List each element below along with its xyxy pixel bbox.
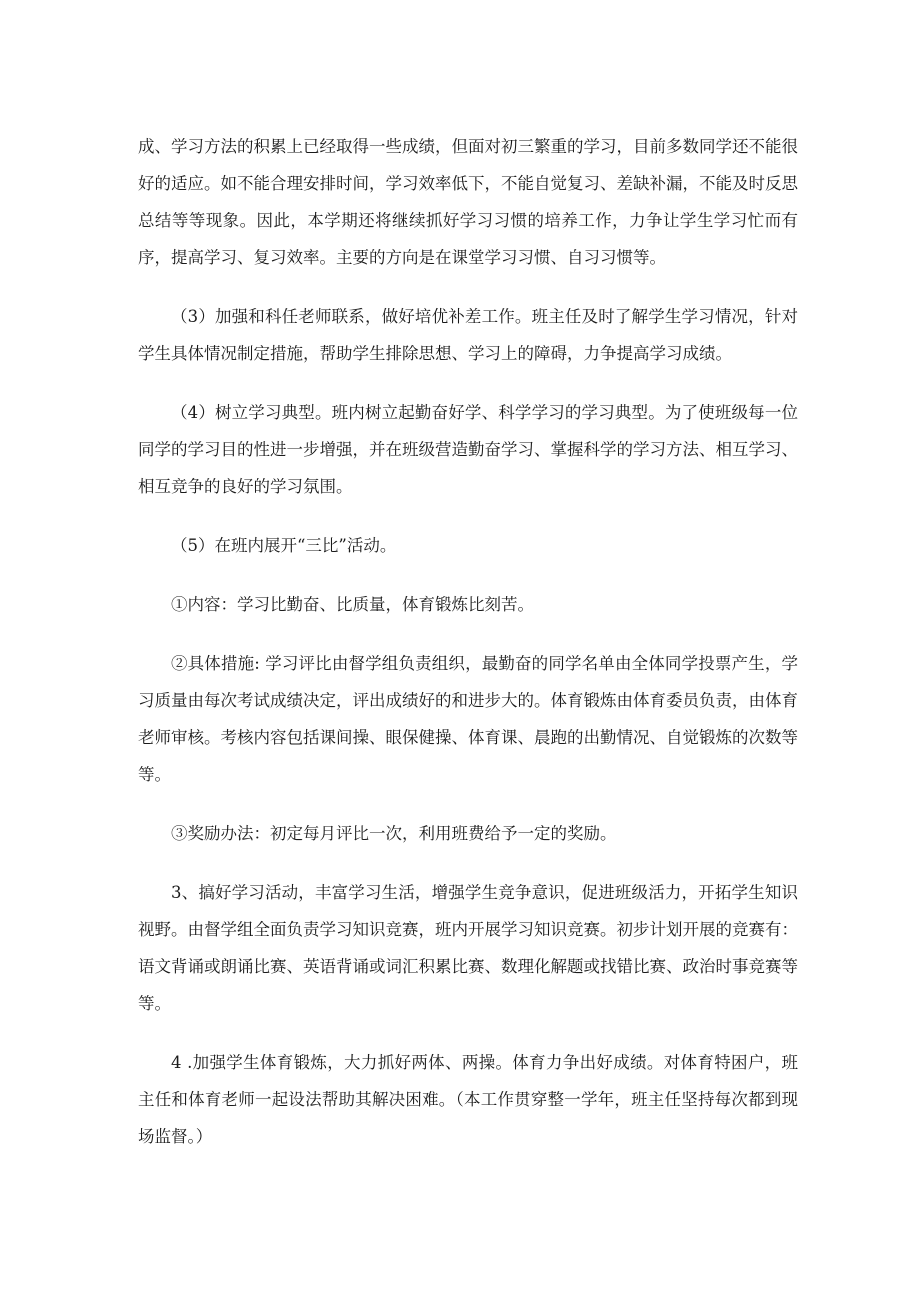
paragraph-7: ③奖励办法：初定每月评比一次，利用班费给予一定的奖励。 xyxy=(171,824,617,843)
paragraph-5: ①内容：学习比勤奋、比质量，体育锻炼比刻苦。 xyxy=(171,595,534,614)
paragraph-8: 3、搞好学习活动，丰富学习生活，增强学生竞争意识，促进班级活力，开拓学生知识视野。由督学组全面负责学习知识竞赛，班内开展学习知识竞赛。初步计划开展的竞赛有：语文背诵或朗诵比赛、英语背诵或词汇积累比赛、数理化解题或找错比赛、政治时事竞赛等等。 xyxy=(138,883,798,1013)
paragraph-6: ②具体措施: 学习评比由督学组负责组织，最勤奋的同学名单由全体同学投票产生，学习质量由每次考试成绩决定，评出成绩好的和进步大的。体育锻炼由体育委员负责，由体育老师审核。考核内容包括课间操、眼保健操、体育课、晨跑的出勤情况、自觉锻炼的次数等等。 xyxy=(138,654,798,784)
paragraph-3: （4）树立学习典型。班内树立起勤奋好学、科学学习的学习典型。为了使班级每一位同学的学习目的性进一步增强，并在班级营造勤奋学习、掌握科学的学习方法、相互学习、相互竞争的良好的学习氛围。 xyxy=(138,403,798,496)
document-page xyxy=(138,128,798,1177)
paragraph-4: （5）在班内展开“三比”活动。 xyxy=(171,536,397,555)
paragraph-9: 4 .加强学生体育锻炼，大力抓好两体、两操。体育力争出好成绩。对体育特困户，班主任和体育老师一起设法帮助其解决困难。（本工作贯穿整一学年，班主任坚持每次都到现场监督。） xyxy=(138,1053,798,1146)
paragraph-1: 成、学习方法的积累上已经取得一些成绩，但面对初三繁重的学习，目前多数同学还不能很好的适应。如不能合理安排时间，学习效率低下，不能自觉复习、差缺补漏，不能及时反思总结等等现象。因此，本学期还将继续抓好学习习惯的培养工作，力争让学生学习忙而有序，提高学习、复习效率。主要的方向是在课堂学习习惯、自习习惯等。 xyxy=(138,137,798,267)
paragraph-2: （3）加强和科任老师联系，做好培优补差工作。班主任及时了解学生学习情况，针对学生具体情况制定措施，帮助学生排除思想、学习上的障碍，力争提高学习成绩。 xyxy=(138,307,798,363)
